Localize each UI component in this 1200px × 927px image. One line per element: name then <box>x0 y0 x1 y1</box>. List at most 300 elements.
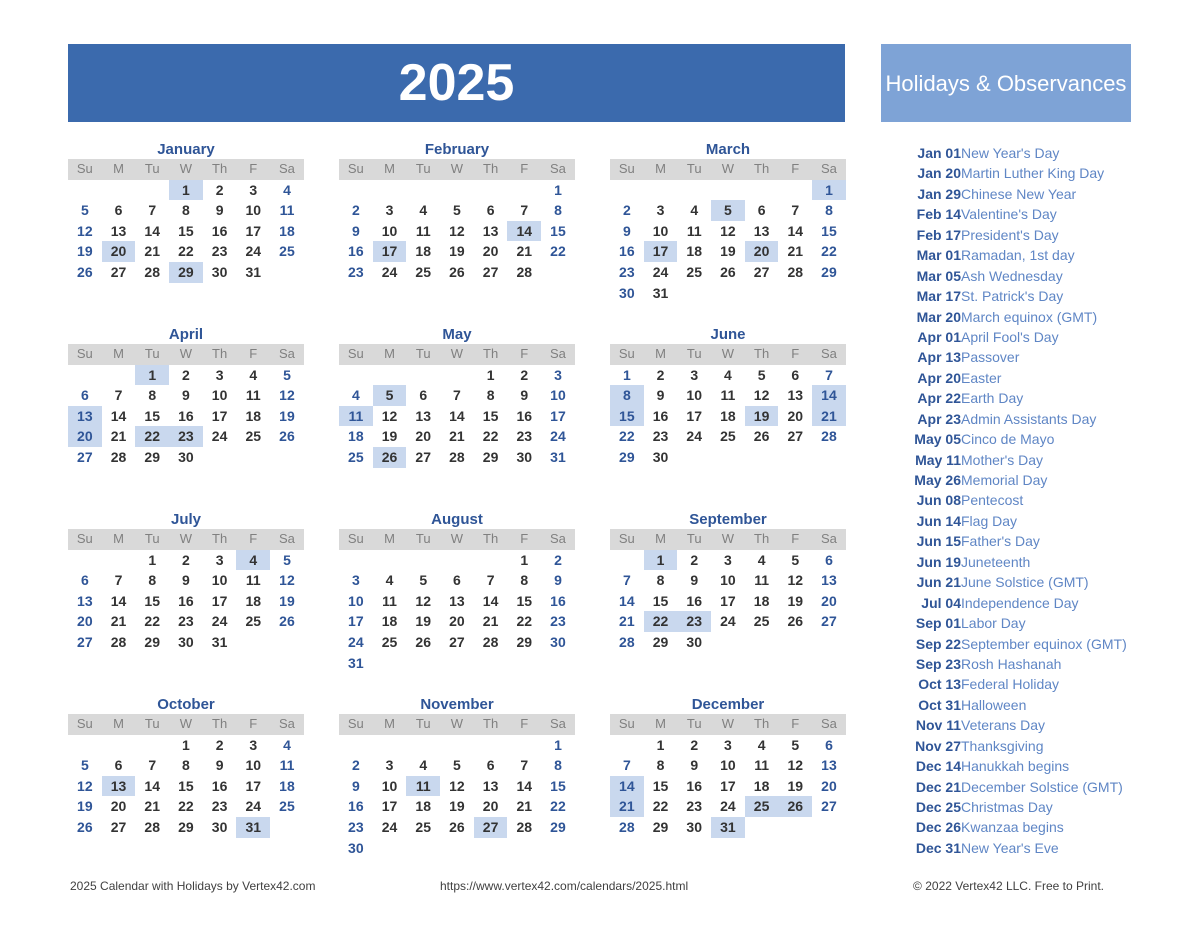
holiday-name: September equinox (GMT) <box>961 635 1127 652</box>
day-cell: 7 <box>114 572 123 589</box>
holiday-date: May 11 <box>915 451 961 468</box>
weekday-header: Su <box>339 529 373 550</box>
holiday-row <box>890 490 1190 510</box>
day-cell: 29 <box>821 263 837 280</box>
holiday-row <box>890 715 1190 735</box>
weekday-header: Th <box>745 529 779 550</box>
day-cell: 28 <box>516 818 533 835</box>
day-cell: 17 <box>686 407 702 424</box>
month-title: September <box>689 511 767 528</box>
holiday-date: Jan 29 <box>917 185 961 202</box>
day-cell: 7 <box>453 387 461 404</box>
day-cell: 4 <box>351 387 360 404</box>
day-cell: 11 <box>245 387 261 404</box>
day-cell: 3 <box>724 551 732 568</box>
day-cell: 23 <box>652 428 669 445</box>
weekday-header: M <box>644 529 678 550</box>
holiday-name: Juneteenth <box>961 553 1031 570</box>
empty-cell <box>440 550 474 571</box>
day-cell: 24 <box>348 633 364 650</box>
day-cell: 13 <box>415 407 431 424</box>
holiday-date: Jan 01 <box>917 145 961 161</box>
day-cell: 22 <box>144 613 160 630</box>
day-cell: 19 <box>720 243 736 260</box>
month-title: January <box>157 141 215 158</box>
day-cell: 15 <box>482 407 499 424</box>
day-cell: 11 <box>754 757 769 774</box>
day-cell: 31 <box>652 284 669 301</box>
day-cell: 23 <box>550 613 566 630</box>
weekday-header: W <box>169 529 203 550</box>
month-grid <box>68 159 304 283</box>
day-cell: 7 <box>520 202 529 219</box>
holiday-row <box>890 695 1190 715</box>
day-cell: 8 <box>825 202 833 219</box>
day-cell: 20 <box>415 428 431 445</box>
weekday-header: Tu <box>135 529 169 550</box>
day-cell: 26 <box>77 818 93 835</box>
day-cell: 29 <box>652 633 669 650</box>
day-cell: 25 <box>745 796 779 817</box>
holiday-name: Veterans Day <box>961 717 1046 734</box>
day-cell: 25 <box>415 818 431 835</box>
weekday-header: F <box>507 159 541 180</box>
day-cell: 6 <box>419 387 428 404</box>
day-cell: 19 <box>787 592 804 609</box>
day-cell: 15 <box>144 592 160 609</box>
day-cell: 9 <box>351 777 360 794</box>
weekday-header: Tu <box>406 714 440 735</box>
day-cell: 24 <box>652 263 669 280</box>
weekday-header: Tu <box>406 344 440 365</box>
day-cell: 5 <box>373 385 407 406</box>
day-cell: 7 <box>148 757 157 774</box>
day-cell: 20 <box>821 592 837 609</box>
day-cell: 3 <box>351 572 360 589</box>
day-cell: 26 <box>778 796 812 817</box>
holiday-row <box>890 143 1190 163</box>
holiday-row <box>890 613 1190 633</box>
holiday-date: Jun 15 <box>916 533 961 550</box>
weekday-header: Su <box>68 529 102 550</box>
day-cell: 17 <box>644 241 678 262</box>
weekday-header: Su <box>610 529 644 550</box>
holiday-name: Thanksgiving <box>961 737 1044 754</box>
day-cell: 14 <box>507 221 541 242</box>
day-cell: 4 <box>283 736 291 753</box>
weekday-header: Th <box>745 714 779 735</box>
weekday-header: W <box>440 529 474 550</box>
day-cell: 14 <box>482 592 499 609</box>
weekday-header: F <box>236 344 270 365</box>
day-cell: 8 <box>182 757 190 774</box>
empty-cell <box>440 365 474 386</box>
day-cell: 7 <box>825 366 833 383</box>
holiday-name: Admin Assistants Day <box>961 410 1097 427</box>
weekday-header: Su <box>339 344 373 365</box>
empty-cell <box>711 180 745 201</box>
month-grid <box>610 344 846 468</box>
day-cell: 28 <box>516 263 533 280</box>
day-cell: 4 <box>724 366 732 383</box>
footer-credit: 2025 Calendar with Holidays by Vertex42.com <box>70 879 316 893</box>
holiday-row <box>890 797 1190 817</box>
empty-cell <box>373 180 407 201</box>
day-cell: 21 <box>449 428 465 445</box>
weekday-header: W <box>169 344 203 365</box>
holiday-row <box>890 286 1190 306</box>
day-cell: 13 <box>110 222 127 239</box>
day-cell: 13 <box>449 592 465 609</box>
empty-cell <box>102 365 136 386</box>
weekday-header: M <box>373 344 407 365</box>
weekday-header: Sa <box>541 344 575 365</box>
day-cell: 29 <box>169 262 203 283</box>
day-cell: 2 <box>690 736 699 753</box>
holiday-row <box>890 368 1190 388</box>
day-cell: 18 <box>720 407 736 424</box>
day-cell: 11 <box>720 387 736 404</box>
day-cell: 10 <box>245 202 262 219</box>
empty-cell <box>135 180 169 201</box>
weekday-header: Sa <box>812 529 846 550</box>
holiday-date: Sep 22 <box>915 635 961 652</box>
weekday-header: W <box>711 159 745 180</box>
day-cell: 17 <box>211 592 228 609</box>
day-cell: 29 <box>550 818 566 835</box>
day-cell: 5 <box>757 366 766 383</box>
day-cell: 10 <box>348 592 364 609</box>
day-cell: 19 <box>381 428 398 445</box>
day-cell: 21 <box>482 613 499 630</box>
holiday-name: Mother's Day <box>961 451 1044 468</box>
day-cell: 26 <box>415 633 431 650</box>
day-cell: 11 <box>339 406 373 427</box>
day-cell: 12 <box>77 777 93 794</box>
day-cell: 26 <box>449 818 465 835</box>
day-cell: 21 <box>812 406 846 427</box>
empty-cell <box>339 180 373 201</box>
day-cell: 3 <box>385 202 394 219</box>
day-cell: 11 <box>382 592 397 609</box>
holiday-name: Hanukkah begins <box>961 758 1070 775</box>
month-march <box>610 141 846 303</box>
empty-cell <box>339 735 373 756</box>
day-cell: 16 <box>348 243 364 260</box>
weekday-header: F <box>507 714 541 735</box>
day-cell: 25 <box>381 633 398 650</box>
day-cell: 27 <box>753 263 770 280</box>
holiday-row <box>890 736 1190 756</box>
weekday-header: F <box>507 344 541 365</box>
day-cell: 22 <box>482 428 499 445</box>
weekday-header: Th <box>474 159 508 180</box>
day-cell: 23 <box>677 611 711 632</box>
day-cell: 23 <box>686 798 702 815</box>
day-cell: 9 <box>182 387 190 404</box>
holiday-date: Jun 08 <box>916 492 961 509</box>
day-cell: 30 <box>652 448 669 465</box>
day-cell: 4 <box>419 757 428 774</box>
day-cell: 18 <box>279 222 295 239</box>
weekday-header: W <box>711 529 745 550</box>
day-cell: 27 <box>110 818 127 835</box>
month-title: June <box>710 326 746 343</box>
day-cell: 28 <box>619 818 635 835</box>
weekday-header: M <box>373 159 407 180</box>
day-cell: 2 <box>520 366 529 383</box>
holiday-name: April Fool's Day <box>961 328 1059 345</box>
day-cell: 31 <box>245 263 262 280</box>
day-cell: 29 <box>144 448 160 465</box>
day-cell: 26 <box>279 428 295 445</box>
month-grid <box>610 714 846 838</box>
day-cell: 18 <box>415 798 431 815</box>
weekday-header: Tu <box>406 159 440 180</box>
holiday-row <box>890 429 1190 449</box>
day-cell: 28 <box>787 263 804 280</box>
day-cell: 22 <box>178 798 194 815</box>
empty-cell <box>339 550 373 571</box>
day-cell: 18 <box>415 243 431 260</box>
day-cell: 14 <box>787 222 804 239</box>
day-cell: 1 <box>812 180 846 201</box>
day-cell: 24 <box>720 613 736 630</box>
holiday-row <box>890 245 1190 265</box>
weekday-header: Th <box>745 159 779 180</box>
holiday-date: Jul 04 <box>921 594 961 611</box>
day-cell: 1 <box>486 366 495 383</box>
day-cell: 22 <box>821 243 837 260</box>
holiday-row <box>890 674 1190 694</box>
weekday-header: F <box>778 714 812 735</box>
month-grid <box>610 159 846 303</box>
day-cell: 18 <box>381 613 398 630</box>
day-cell: 13 <box>787 387 804 404</box>
day-cell: 12 <box>449 777 465 794</box>
month-august <box>339 511 575 673</box>
weekday-header: F <box>778 344 812 365</box>
day-cell: 20 <box>449 613 465 630</box>
day-cell: 17 <box>348 613 364 630</box>
day-cell: 26 <box>279 613 295 630</box>
day-cell: 1 <box>656 736 665 753</box>
day-cell: 16 <box>516 407 533 424</box>
holiday-name: Rosh Hashanah <box>961 655 1062 672</box>
day-cell: 26 <box>787 613 804 630</box>
empty-cell <box>373 365 407 386</box>
month-january <box>68 141 304 283</box>
holiday-row <box>890 572 1190 592</box>
day-cell: 22 <box>135 426 169 447</box>
day-cell: 20 <box>745 241 779 262</box>
weekday-header: M <box>102 529 136 550</box>
day-cell: 12 <box>753 387 770 404</box>
day-cell: 22 <box>644 611 678 632</box>
weekday-header: Sa <box>270 159 304 180</box>
holiday-date: Nov 27 <box>915 737 961 754</box>
day-cell: 21 <box>144 798 160 815</box>
day-cell: 30 <box>178 633 194 650</box>
day-cell: 1 <box>520 551 529 568</box>
day-cell: 25 <box>348 448 364 465</box>
day-cell: 9 <box>520 387 529 404</box>
holidays-title: Holidays & Observances <box>881 44 1131 122</box>
day-cell: 13 <box>482 222 499 239</box>
day-cell: 17 <box>550 407 566 424</box>
month-february <box>339 141 575 283</box>
empty-cell <box>373 550 407 571</box>
day-cell: 9 <box>182 572 190 589</box>
day-cell: 21 <box>516 798 533 815</box>
holiday-date: May 26 <box>914 472 961 488</box>
month-july <box>68 511 304 653</box>
day-cell: 15 <box>178 777 194 794</box>
weekday-header: Tu <box>406 529 440 550</box>
day-cell: 27 <box>415 448 431 465</box>
day-cell: 19 <box>77 243 93 260</box>
holiday-name: Cinco de Mayo <box>961 431 1055 448</box>
month-grid <box>68 529 304 653</box>
day-cell: 14 <box>449 407 465 424</box>
empty-cell <box>778 180 812 201</box>
day-cell: 4 <box>283 181 291 198</box>
weekday-header: W <box>440 159 474 180</box>
day-cell: 25 <box>245 613 262 630</box>
day-cell: 22 <box>652 798 669 815</box>
day-cell: 29 <box>652 818 669 835</box>
day-cell: 15 <box>550 222 566 239</box>
holiday-date: Mar 20 <box>916 308 961 325</box>
day-cell: 20 <box>482 798 499 815</box>
day-cell: 28 <box>110 633 127 650</box>
month-title: August <box>431 511 483 528</box>
weekday-header: Sa <box>541 529 575 550</box>
holiday-date: Dec 14 <box>915 758 961 775</box>
day-cell: 27 <box>482 263 499 280</box>
day-cell: 6 <box>825 551 833 568</box>
day-cell: 21 <box>144 243 160 260</box>
day-cell: 3 <box>724 736 732 753</box>
day-cell: 30 <box>619 284 635 301</box>
day-cell: 19 <box>279 407 295 424</box>
day-cell: 4 <box>419 202 428 219</box>
day-cell: 1 <box>554 736 562 753</box>
holiday-row <box>890 634 1190 654</box>
weekday-header: W <box>169 159 203 180</box>
weekday-header: W <box>711 344 745 365</box>
holiday-name: Ramadan, 1st day <box>961 247 1075 264</box>
day-cell: 9 <box>554 572 562 589</box>
empty-cell <box>102 550 136 571</box>
day-cell: 23 <box>348 818 364 835</box>
holiday-date: Apr 01 <box>917 328 961 345</box>
day-cell: 3 <box>656 202 665 219</box>
day-cell: 28 <box>144 818 160 835</box>
holiday-row <box>890 225 1190 245</box>
holiday-name: December Solstice (GMT) <box>961 778 1123 795</box>
day-cell: 25 <box>686 263 702 280</box>
day-cell: 6 <box>114 757 123 774</box>
weekday-header: Tu <box>135 344 169 365</box>
day-cell: 23 <box>348 263 364 280</box>
month-title: December <box>691 696 765 713</box>
holiday-name: Independence Day <box>961 594 1079 611</box>
holiday-name: Memorial Day <box>961 472 1048 488</box>
day-cell: 18 <box>348 428 364 445</box>
footer-url[interactable]: https://www.vertex42.com/calendars/2025.html <box>440 879 689 893</box>
day-cell: 2 <box>182 551 190 568</box>
day-cell: 12 <box>279 387 295 404</box>
weekday-header: M <box>373 529 407 550</box>
month-title: July <box>170 511 201 528</box>
weekday-header: Tu <box>677 344 711 365</box>
day-cell: 30 <box>211 263 228 280</box>
day-cell: 2 <box>554 551 562 568</box>
day-cell: 2 <box>351 757 360 774</box>
day-cell: 25 <box>753 613 770 630</box>
day-cell: 13 <box>753 222 770 239</box>
day-cell: 25 <box>279 243 295 260</box>
day-cell: 7 <box>622 572 631 589</box>
day-cell: 3 <box>690 366 699 383</box>
holiday-row <box>890 593 1190 613</box>
holiday-name: Father's Day <box>961 533 1040 550</box>
holiday-date: Nov 11 <box>915 717 961 734</box>
weekday-header: M <box>102 344 136 365</box>
day-cell: 8 <box>486 387 495 404</box>
holiday-date: Apr 20 <box>917 369 961 386</box>
day-cell: 2 <box>351 202 360 219</box>
month-grid <box>68 714 304 838</box>
empty-cell <box>745 180 779 201</box>
day-cell: 21 <box>787 243 804 260</box>
holiday-date: Dec 21 <box>915 778 961 795</box>
weekday-header: Tu <box>677 714 711 735</box>
day-cell: 14 <box>610 776 644 797</box>
day-cell: 4 <box>757 551 766 568</box>
day-cell: 19 <box>449 798 465 815</box>
day-cell: 10 <box>686 387 702 404</box>
day-cell: 11 <box>279 202 295 219</box>
holiday-row <box>890 204 1190 224</box>
day-cell: 31 <box>211 633 228 650</box>
day-cell: 30 <box>348 839 364 856</box>
holiday-date: Dec 31 <box>915 839 961 856</box>
day-cell: 24 <box>686 428 702 445</box>
holiday-date: Apr 23 <box>917 410 961 427</box>
holiday-name: Earth Day <box>961 390 1024 407</box>
day-cell: 9 <box>215 202 224 219</box>
day-cell: 7 <box>791 202 800 219</box>
day-cell: 9 <box>215 757 224 774</box>
weekday-header: M <box>373 714 407 735</box>
day-cell: 6 <box>825 736 833 753</box>
day-cell: 13 <box>68 406 102 427</box>
day-cell: 8 <box>656 757 665 774</box>
weekday-header: Th <box>474 344 508 365</box>
day-cell: 5 <box>80 757 89 774</box>
day-cell: 3 <box>554 366 562 383</box>
day-cell: 22 <box>178 243 194 260</box>
day-cell: 15 <box>652 592 669 609</box>
day-cell: 27 <box>821 798 837 815</box>
day-cell: 17 <box>720 592 736 609</box>
month-grid <box>339 529 575 673</box>
holiday-row <box>890 654 1190 674</box>
holiday-row <box>890 777 1190 797</box>
empty-cell <box>440 180 474 201</box>
